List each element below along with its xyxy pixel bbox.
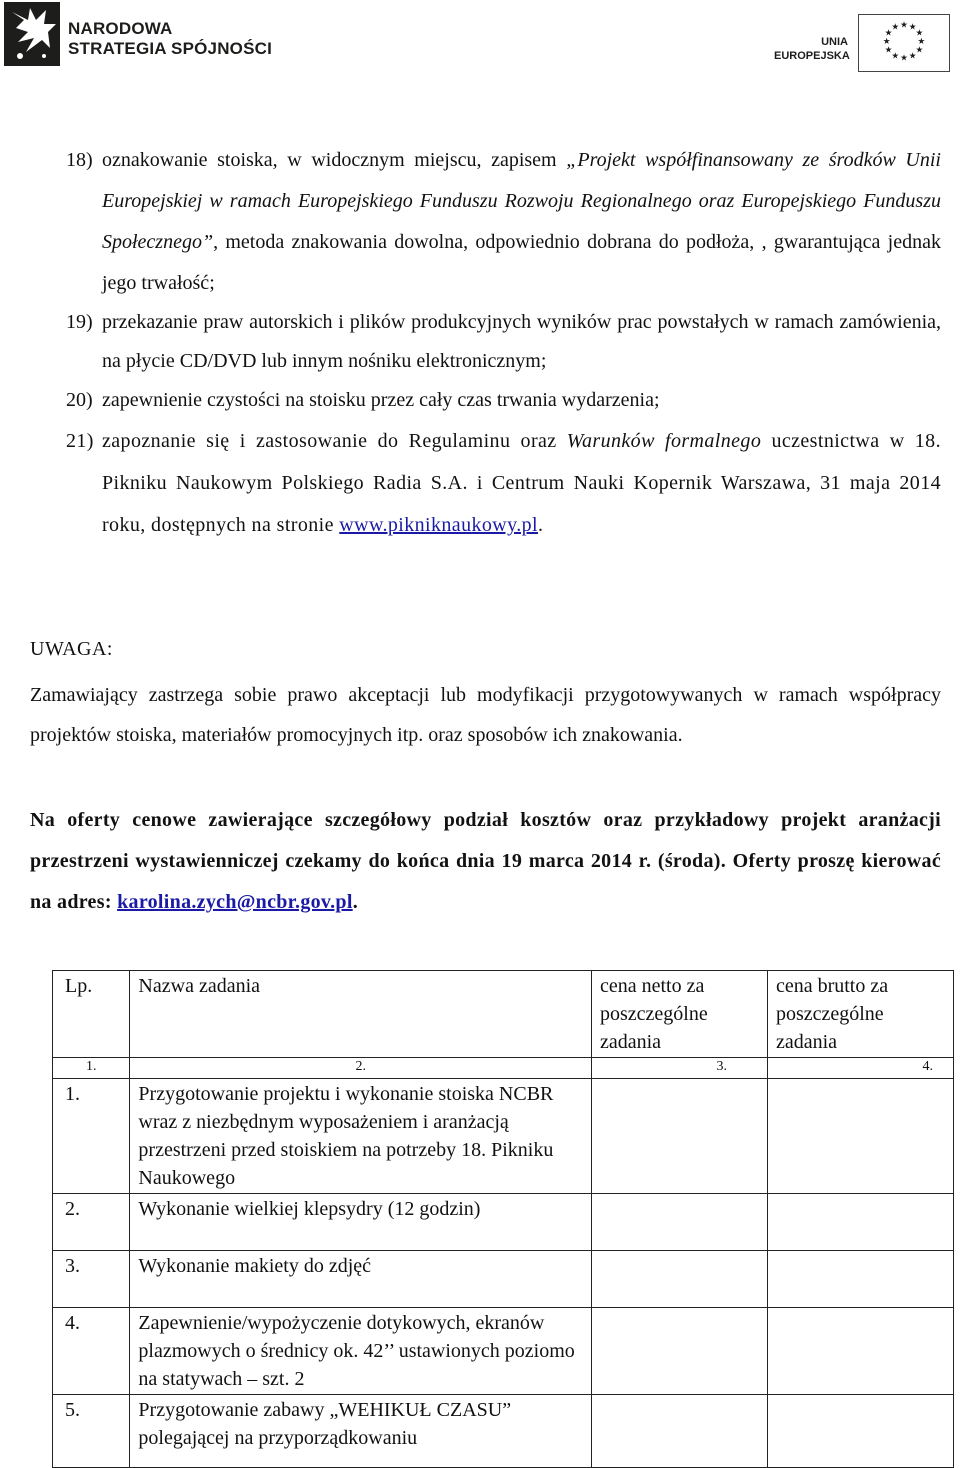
svg-text:★: ★ [891,51,900,62]
list-item-19 [66,303,941,381]
svg-text:★: ★ [884,45,893,56]
row-task-name: Wykonanie makiety do zdjęć [130,1251,592,1308]
row-task-name: Przygotowanie projektu i wykonanie stoiska NCBR wraz z niezbędnym wyposażeniem i aranżacją przestrzeni przed stoiskiem na potrzeby 18. Pikniku Naukowego [130,1079,592,1194]
nss-emblem-icon [4,2,60,66]
header-name: Nazwa zadania [130,971,592,1058]
eu-logo-text [774,35,848,63]
row-lp: 3. [53,1251,130,1308]
row-gross-price [767,1395,953,1468]
header-net-price: cena netto za poszczególne zadania [591,971,767,1058]
svg-text:★: ★ [915,45,924,56]
svg-text:★: ★ [882,36,891,47]
row-task-name: Przygotowanie zabawy „WEHIKUŁ CZASU” polegającej na przyporządkowaniu [130,1395,592,1468]
column-number: 4. [767,1058,953,1079]
column-number: 2. [130,1058,592,1079]
row-task-name: Zapewnienie/wypożyczenie dotykowych, ekranów plazmowych o średnicy ok. 42’’ ustawionych poziomo na statywach – szt. 2 [130,1308,592,1395]
svg-text:★: ★ [900,53,908,64]
row-task-name: Wykonanie wielkiej klepsydry (12 godzin) [130,1194,592,1251]
note-body: Zamawiający zastrzega sobie prawo akceptacji lub modyfikacji przygotowywanych w ramach współpracy projektów stoiska, materiałów promocyjnych itp. oraz sposobów ich znakowania. [30,684,941,746]
svg-text:★: ★ [917,36,926,47]
requirements-list [66,140,941,546]
table-row [53,1079,954,1194]
eu-logo [774,14,954,74]
table-row [53,1194,954,1251]
svg-text:★: ★ [884,28,893,39]
eu-logo-line2: EUROPEJSKA [774,50,850,62]
table-row [53,1251,954,1308]
row-net-price [591,1079,767,1194]
list-text: zapewnienie czystości na stoisku przez cały czas trwania wydarzenia; [102,389,660,411]
eu-stars-icon [858,14,950,72]
list-item-18 [66,140,941,304]
list-item-20 [66,381,941,420]
row-lp: 5. [53,1395,130,1468]
nss-logo-text [68,19,272,59]
row-net-price [591,1395,767,1468]
row-gross-price [767,1079,953,1194]
offer-text: Na oferty cenowe zawierające szczegółowy podział kosztów oraz przykładowy projekt aranżacji przestrzeni wystawienniczej czekamy do końca dnia 19 marca 2014 r. (środa). Oferty proszę kierować na adres: [30,809,941,913]
row-net-price [591,1308,767,1395]
row-gross-price [767,1308,953,1395]
list-number: 18) [66,149,93,171]
list-text: zapoznanie się i zastosowanie do Regulaminu oraz [102,430,567,452]
svg-text:★: ★ [915,28,924,39]
nss-logo [4,2,304,68]
offer-end: . [352,891,359,913]
table-row [53,1395,954,1468]
header-gross-price: cena brutto za poszczególne zadania [767,971,953,1058]
table-header-row [53,971,954,1058]
column-number-row [53,1058,954,1079]
row-lp: 4. [53,1308,130,1395]
column-number: 1. [53,1058,130,1079]
list-italic-text: Warunków formalnego [566,430,762,452]
list-number: 21) [66,430,94,452]
list-text: . [538,514,544,536]
svg-text:★: ★ [900,20,908,31]
tasks-table [52,970,954,1468]
nss-logo-line1: NARODOWA [68,19,173,38]
eu-logo-line1: UNIA [821,36,848,48]
list-item-21 [66,420,941,546]
row-lp: 1. [53,1079,130,1194]
row-lp: 2. [53,1194,130,1251]
row-net-price [591,1251,767,1308]
list-text: przekazanie praw autorskich i plików produkcyjnych wyników prac powstałych w ramach zamówienia, na płycie CD/DVD lub innym nośniku elektronicznym; [102,311,941,372]
table-row [53,1308,954,1395]
svg-text:★: ★ [908,22,917,33]
email-link[interactable]: karolina.zych@ncbr.gov.pl [117,891,353,913]
nss-logo-line2: STRATEGIA SPÓJNOŚCI [68,39,273,58]
list-text: uczestnictwa w 18. Pikniku Naukowym Polskiego Radia S.A. i Centrum Nauki Kopernik Warszawa, 31 maja 2014 roku, dostępnych na stronie [102,430,941,536]
row-net-price [591,1194,767,1251]
list-number: 20) [66,389,93,411]
row-gross-price [767,1251,953,1308]
row-gross-price [767,1194,953,1251]
website-link[interactable]: www.pikniknaukowy.pl [339,514,538,536]
project-inscription: „Projekt współfinansowany ze środków Unii Europejskiej w ramach Europejskiego Funduszu Rozwoju Regionalnego oraz Europejskiego Funduszu Społecznego” [102,149,941,253]
header-lp: Lp. [53,971,130,1058]
list-number: 19) [66,311,93,333]
list-text: oznakowanie stoiska, w widocznym miejscu, zapisem [102,149,567,171]
svg-text:★: ★ [891,22,900,33]
offer-paragraph [30,800,941,923]
svg-text:★: ★ [908,51,917,62]
note-heading: UWAGA: [30,638,113,660]
column-number: 3. [591,1058,767,1079]
list-text: , metoda znakowania dowolna, odpowiednio dobrana do podłoża, , gwarantująca jednak jego trwałość; [102,231,941,294]
